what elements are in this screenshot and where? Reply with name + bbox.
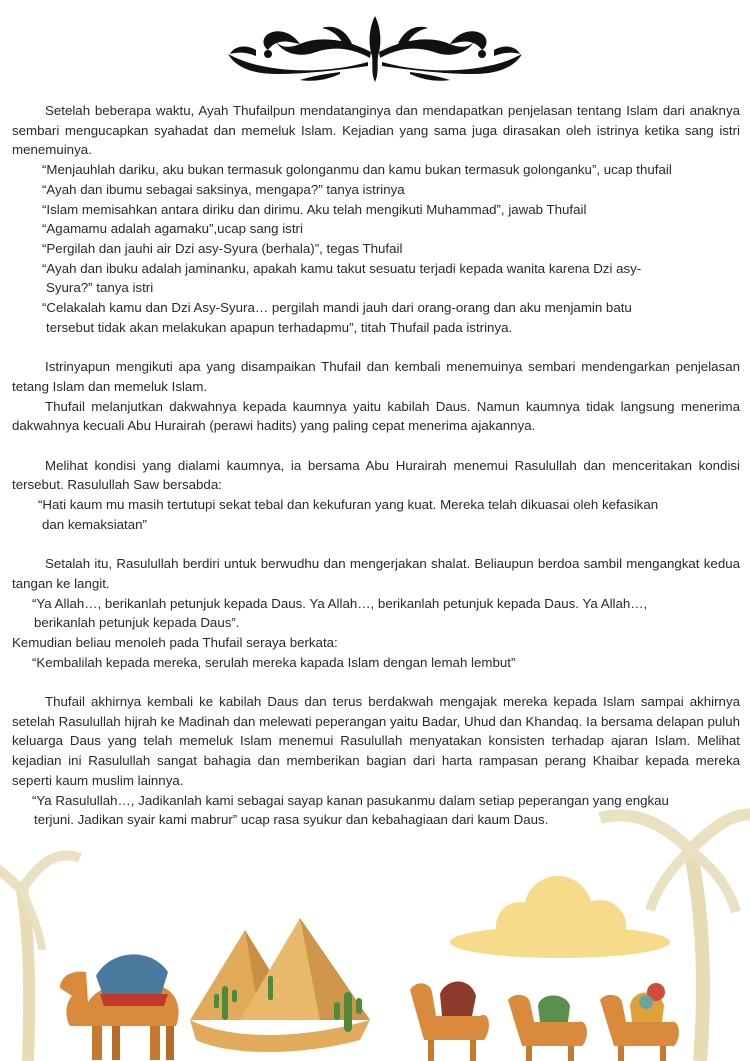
paragraph: Istrinyapun mengikuti apa yang disampaikan Thufail dan kembali menemuinya sembari mendengarkan penjelasan tetang Islam dan memeluk Islam. — [12, 359, 740, 394]
camel-icon — [60, 954, 179, 1060]
flourish-ornament-icon — [0, 8, 750, 88]
paragraph: Setelah beberapa waktu, Ayah Thufailpun mendatanginya dan mendapatkan penjelasan tentang Islam dari anaknya sembari mengucapkan syahadat dan memeluk Islam. Kejadian yang sama juga dirasakan oleh istrinya ketika sang istri menemuinya. — [12, 103, 740, 158]
dialogue-line: “Ya Rasulullah…, Jadikanlah kami sebagai sayap kanan pasukanmu dalam setiap peperangan yang engkau terjuni. Jadikan syair kami mabrur” ucap rasa syukur dan kebahagiaan dari kaum Daus. — [32, 792, 669, 828]
dialogue-line: “Islam memisahkan antara diriku dan dirimu. Aku telah mengikuti Muhammad”, jawab Thufail — [42, 201, 587, 217]
paragraph: Thufail akhirnya kembali ke kabilah Daus dan terus berdakwah mengajak mereka kepada Islam sampai akhirnya setelah Rasulullah hijrah ke Madinah dan melewati peperangan yaitu Badar, Uhud dan Khandaq. Ia bersama delapan puluh keluarga Daus yang telah memeluk Islam menemui Rasulullah menyatakan konsisten terhadap ajaran Islam. Melihat kejadian ini Rasulullah sangat bahagia dan memberikan bagian dari harta rampasan perang Khaibar kepada mereka seperti kaum muslim lainnya. — [12, 694, 740, 788]
camel-icon — [410, 982, 489, 1061]
cloud-icon — [450, 876, 670, 958]
dialogue-line: “Ayah dan ibuku adalah jaminanku, apakah kamu takut sesuatu terjadi kepada wanita karena Dzi asy- Syura?” tanya istri — [42, 260, 642, 296]
dialogue-line: “Pergilah dan jauhi air Dzi asy-Syura (berhala)”, tegas Thufail — [42, 240, 403, 256]
prayer-quote: “Ya Allah…, berikanlah petunjuk kepada Daus. Ya Allah…, berikanlah petunjuk kepada Daus. Ya Allah…, berikanlah petunjuk kepada Daus”. — [32, 595, 648, 631]
palm-tree-icon — [0, 855, 80, 1061]
paragraph: Setalah itu, Rasulullah berdiri untuk berwudhu dan mengerjakan shalat. Beliaupun berdoa sambil mengangkat kedua tangan ke langit. — [12, 556, 740, 591]
hadith-quote: “Hati kaum mu masih tertutupi sekat tebal dan kekufuran yang kuat. Mereka telah dikuasai oleh kefasikan dan kemaksiatan” — [38, 497, 659, 532]
paragraph: Melihat kondisi yang dialami kaumnya, ia bersama Abu Hurairah menemui Rasulullah dan menceritakan kondisi tersebut. Rasulullah Saw bersabda: — [12, 457, 740, 493]
dialogue-line: “Agamamu adalah agamaku”,ucap sang istri — [42, 221, 303, 237]
paragraph: Kemudian beliau menoleh pada Thufail seraya berkata: — [12, 634, 338, 650]
camel-icon — [600, 983, 679, 1061]
dialogue-line: “Ayah dan ibumu sebagai saksinya, mengapa?” tanya istrinya — [42, 181, 405, 197]
dialogue-line: “Kembalilah kepada mereka, serulah mereka kapada Islam dengan lemah lembut” — [32, 654, 516, 670]
pyramid-icon — [190, 918, 370, 1052]
article-body — [12, 101, 740, 830]
paragraph: Thufail melanjutkan dakwahnya kepada kaumnya yaitu kabilah Daus. Namun kaumnya tidak langsung menerima dakwahnya kecuali Abu Hurairah (perawi hadits) yang paling cepat menerima ajakannya. — [12, 398, 740, 434]
camel-icon — [508, 995, 587, 1061]
dialogue-line: “Menjauhlah dariku, aku bukan termasuk golonganmu dan kamu bukan termasuk golonganku”, ucap thufail — [42, 162, 672, 178]
dialogue-line: “Celakalah kamu dan Dzi Asy-Syura… pergilah mandi jauh dari orang-orang dan aku menjamin batu tersebut tidak akan melakukan apapun terhadapmu”, titah Thufail pada istrinya. — [42, 300, 632, 335]
